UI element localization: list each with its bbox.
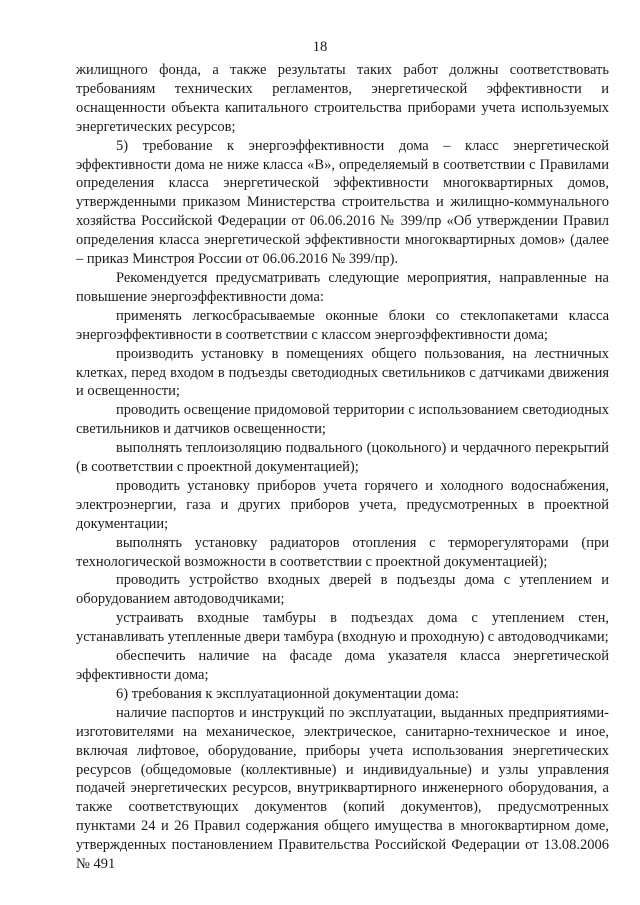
paragraph-item-6-documentation: 6) требования к эксплуатационной документации дома: <box>116 685 460 702</box>
paragraph-vestibules: устраивать входные тамбуры в подъездах дома с утеплением стен, устанавливать утепленные двери тамбура (входную и проходную) с автодоводчиками; <box>76 610 609 646</box>
paragraph-item-5-energy-efficiency: 5) требование к энергоэффективности дома – класс энергетической эффективности дома не ниже класса «B», определяемый в соответствии с Правилами определения класса энергетической эффективности многоквартирных домов, утвержденными приказом Министерства строительства и жилищно-коммунального хозяйства Российской Федерации от 06.06.2016 № 399/пр «Об утверждении Правил определения класса энергетической эффективности многоквартирных домов» (далее – приказ Минстроя России от 06.06.2016 № 399/пр). <box>76 137 609 268</box>
page-number: 18 <box>312 39 328 55</box>
paragraph-led-lighting-common-areas: производить установку в помещениях общего пользования, на лестничных клетках, перед входом в подъезды светодиодных светильников с датчиками движения и освещенности; <box>76 345 609 400</box>
paragraph-yard-lighting: проводить освещение придомовой территории с использованием светодиодных светильников и датчиков освещенности; <box>76 402 609 438</box>
paragraph-recommendations-intro: Рекомендуется предусматривать следующие мероприятия, направленные на повышение энергоэффективности дома: <box>76 269 609 305</box>
paragraph-metering-devices: проводить установку приборов учета горячего и холодного водоснабжения, электроэнергии, газа и других приборов учета, предусмотренных в проектной документации; <box>76 477 609 532</box>
document-body <box>76 61 609 874</box>
paragraph-entrance-doors: проводить устройство входных дверей в подъезды дома с утеплением и оборудованием автодоводчиками; <box>76 572 609 608</box>
paragraph-passports-instructions: наличие паспортов и инструкций по эксплуатации, выданных предприятиями-изготовителями на механическое, электрическое, санитарно-техническое и иное, включая лифтовое, оборудование, приборы учета использования энергетических ресурсов (общедомовые (коллективные) и индивидуальные) и узлы управления подачей энергетических ресурсов, внутриквартирного инженерного оборудования, а также соответствующих документов (копий документов), предусмотренных пунктами 24 и 26 Правил содержания общего имущества в многоквартирном доме, утвержденных постановлением Правительства Российской Федерации от 13.08.2006 № 491 <box>76 704 609 873</box>
paragraph-facade-class-sign: обеспечить наличие на фасаде дома указателя класса энергетической эффективности дома; <box>76 648 609 683</box>
paragraph-window-blocks: применять легкосбрасываемые оконные блоки со стеклопакетами класса энергоэффективности в соответствии с классом энергоэффективности дома; <box>76 307 609 343</box>
paragraph-thermal-insulation: выполнять теплоизоляцию подвального (цокольного) и чердачного перекрытий (в соответствии с проектной документацией); <box>76 440 609 476</box>
paragraph-continuation: жилищного фонда, а также результаты таких работ должны соответствовать требованиям технических регламентов, энергетической эффективности и оснащенности объекта капитального строительства приборами учета используемых энергетических ресурсов; <box>76 62 609 135</box>
paragraph-radiators: выполнять установку радиаторов отопления с терморегуляторами (при технологической возможности в соответствии с проектной документацией); <box>76 534 609 570</box>
